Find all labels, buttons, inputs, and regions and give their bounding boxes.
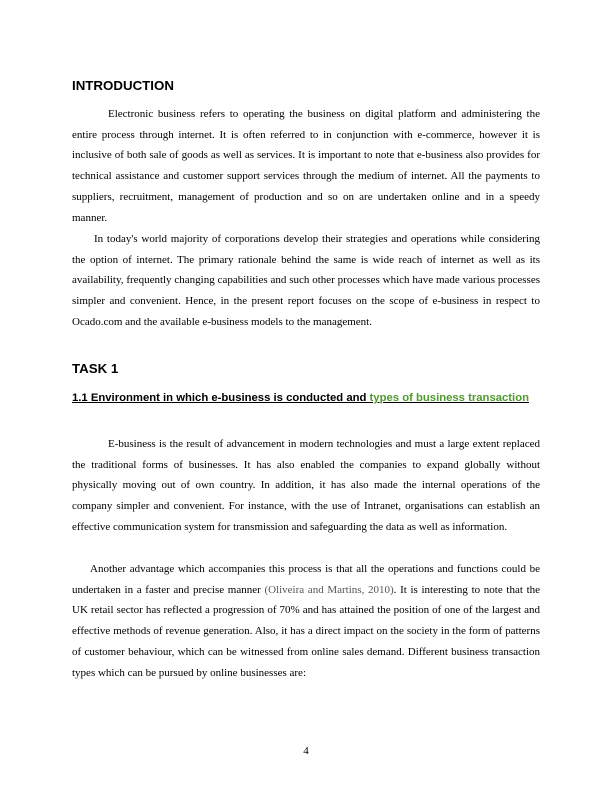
citation: (Oliveira and Martins, 2010) <box>264 583 394 596</box>
introduction-paragraph-1: Electronic business refers to operating the business on digital platform and administering the entire process through internet. It is often referred to in conjunction with e-commerce, however it is inclusive of both sale of goods as well as services. It is important to note that e-business also provides for technical assistance and customer support services through the medium of internet. All the payments to suppliers, recruitment, management of production and so on are undertaken online and in a speedy manner. <box>72 108 540 224</box>
task-1-heading: TASK 1 <box>72 361 119 376</box>
introduction-heading: INTRODUCTION <box>72 78 174 93</box>
section-1-1-heading-link[interactable]: types of business transaction <box>369 392 529 404</box>
task-paragraph-2-text-a: Another advantage which accompanies this process is that all the operations and functions could be undertaken in a faster and precise manner <box>72 563 540 596</box>
task-paragraph-2 <box>72 559 540 683</box>
task-paragraph-1: E-business is the result of advancement in modern technologies and must a large extent replaced the traditional forms of businesses. It has also enabled the companies to expand globally without physically moving out of own country. In addition, it has also made the internal operations of the company simpler and convenient. For instance, with the use of Intranet, organisations can establish an effective communication system for transmission and safeguarding the data as well as information. <box>72 438 540 533</box>
section-1-1-heading <box>72 388 568 409</box>
section-1-1-heading-text: 1.1 Environment in which e-business is conducted and <box>72 392 370 404</box>
introduction-paragraph-2: In today's world majority of corporations develop their strategies and operations while considering the option of internet. The primary rationale behind the same is wide reach of internet as well as its availability, frequently changing capabilities and such other processes which have made various processes simpler and convenient. Hence, in the present report focuses on the scope of e-business in respect to Ocado.com and the available e-business models to the management. <box>72 233 540 328</box>
page-number: 4 <box>303 745 309 757</box>
task-paragraph-2-text-b: . It is interesting to note that the UK retail sector has reflected a progression of 70% and has attained the position of one of the largest and effective methods of revenue generation. Also, it has a direct impact on the society in the form of patterns of customer behaviour, which can be witnessed from online sales demand. Different business transaction types which can be pursued by online businesses are: <box>72 583 541 679</box>
